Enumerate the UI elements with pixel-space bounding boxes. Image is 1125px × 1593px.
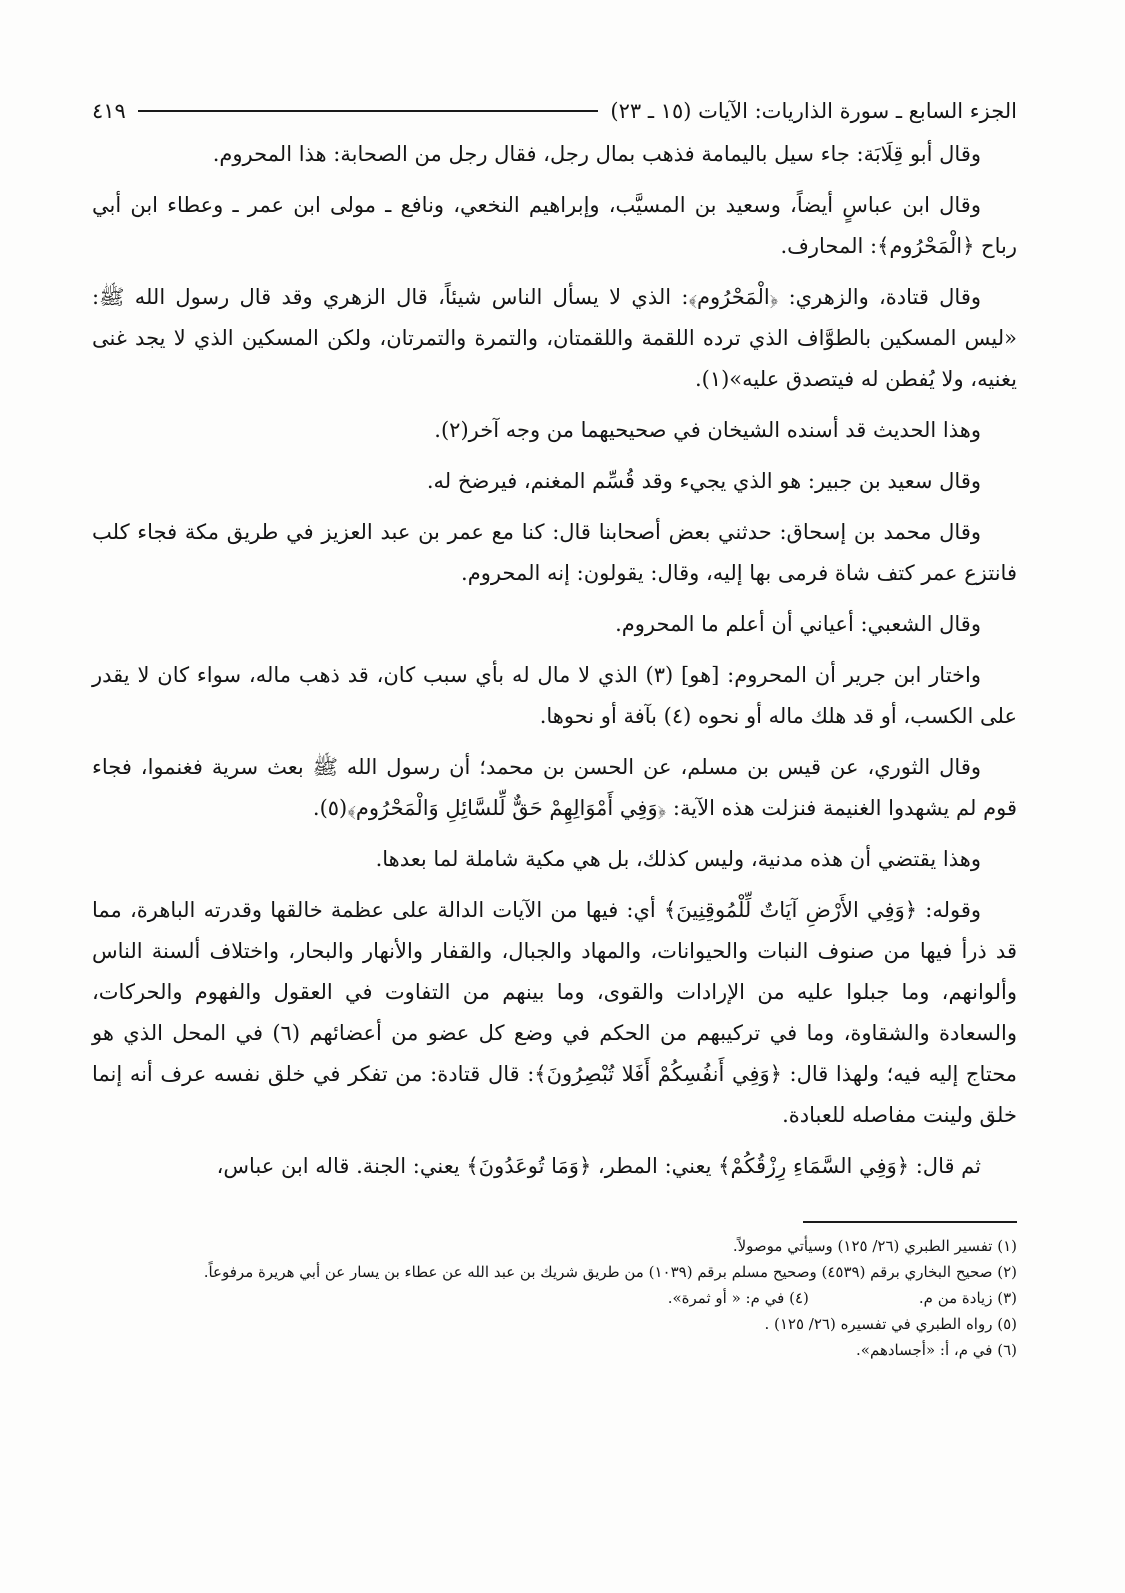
footnote: (٥) رواه الطبري في تفسيره (٢٦/ ١٢٥) . (764, 1315, 1017, 1333)
paragraph: وقال أبو قِلَابَة: جاء سيل باليمامة فذهب بمال رجل، فقال رجل من الصحابة: هذا المحروم. (212, 142, 981, 166)
footnote: (١) تفسير الطبري (٢٦/ ١٢٥) وسيأتي موصولاً. (732, 1237, 1017, 1255)
footnote: (٣) زيادة من م. (918, 1289, 1017, 1307)
paragraph: وقوله: ﴿وَفِي الأَرْضِ آيَاتٌ لِّلْمُوقِنِينَ﴾ أي: فيها من الآيات الدالة على عظمة خالقها وقدرته الباهرة، مما قد ذرأ فيها من صنوف النبات والحيوانات، والمهاد والجبال، والقفار والأنهار والبحار، واختلاف ألسنة الناس وألوانهم، وما جبلوا عليه من الإرادات والقوى، وما بينهم من التفاوت في العقول والفهوم والحركات، والسعادة والشقاوة، وما في تركيبهم من الحكم في وضع كل عضو من أعضائهم (٦) في المحل الذي هو محتاج إليه فيه؛ ولهذا قال: ﴿وَفِي أَنفُسِكُمْ أَفَلا تُبْصِرُونَ﴾: قال قتادة: من تفكر في خلق نفسه عرف أنه إنما خلق ولينت مفاصله للعبادة. (92, 898, 1017, 1127)
paragraph: وهذا الحديث قد أسنده الشيخان في صحيحيهما من وجه آخر(٢). (434, 418, 981, 442)
footnotes (92, 1233, 1017, 1363)
paragraph: وقال محمد بن إسحاق: حدثني بعض أصحابنا قال: كنا مع عمر بن عبد العزيز في طريق مكة فجاء كلب فانتزع عمر كتف شاة فرمى بها إليه، وقال: يقولون: إنه المحروم. (92, 520, 1017, 585)
running-title: الجزء السابع ـ سورة الذاريات: الآيات (١٥ ـ ٢٣) (610, 99, 1017, 123)
paragraph: وقال الثوري، عن قيس بن مسلم، عن الحسن بن محمد؛ أن رسول الله ﷺ بعث سرية فغنموا، فجاء قوم لم يشهدوا الغنيمة فنزلت هذه الآية: ﴿وَفِي أَمْوَالِهِمْ حَقٌّ لِّلسَّائِلِ وَالْمَحْرُوم﴾(٥). (92, 755, 1017, 820)
paragraph: واختار ابن جرير أن المحروم: [هو] (٣) الذي لا مال له بأي سبب كان، قد ذهب ماله، سواء كان لا يقدر على الكسب، أو قد هلك ماله أو نحوه (٤) بآفة أو نحوها. (92, 663, 1017, 728)
footnote: (٢) صحيح البخاري برقم (٤٥٣٩) وصحيح مسلم برقم (١٠٣٩) من طريق شريك بن عبد الله عن عطاء بن يسار عن أبي هريرة مرفوعاً. (203, 1263, 1017, 1281)
paragraph: وقال ابن عباسٍ أيضاً، وسعيد بن المسيَّب، وإبراهيم النخعي، ونافع ـ مولى ابن عمر ـ وعطاء ابن أبي رباح ﴿الْمَحْرُوم﴾: المحارف. (92, 193, 1017, 258)
footnote-divider (803, 1221, 1017, 1223)
main-text (92, 134, 1017, 1187)
page-number: ٤١٩ (92, 99, 126, 123)
paragraph: وقال سعيد بن جبير: هو الذي يجيء وقد قُسِّم المغنم، فيرضخ له. (426, 469, 981, 493)
running-header (92, 96, 1017, 126)
paragraph: وهذا يقتضي أن هذه مدنية، وليس كذلك، بل هي مكية شاملة لما بعدها. (375, 847, 981, 871)
paragraph: ثم قال: ﴿وَفِي السَّمَاءِ رِزْقُكُمْ﴾ يعني: المطر، ﴿وَمَا تُوعَدُونَ﴾ يعني: الجنة. قاله ابن عباس، (216, 1154, 981, 1178)
paragraph: وقال قتادة، والزهري: ﴿الْمَحْرُوم﴾: الذي لا يسأل الناس شيئاً، قال الزهري وقد قال رسول الله ﷺ: «ليس المسكين بالطوَّاف الذي ترده اللقمة واللقمتان، والتمرة والتمرتان، ولكن المسكين الذي لا يجد غنى يغنيه، ولا يُفطن له فيتصدق عليه»(١). (92, 285, 1017, 391)
header-rule (138, 110, 599, 112)
footnote: (٤) في م: « أو ثمرة». (667, 1289, 809, 1307)
paragraph: وقال الشعبي: أعياني أن أعلم ما المحروم. (615, 612, 981, 636)
footnote: (٦) في م، أ: «أجسادهم». (856, 1341, 1017, 1359)
footnote-row (92, 1285, 1017, 1311)
